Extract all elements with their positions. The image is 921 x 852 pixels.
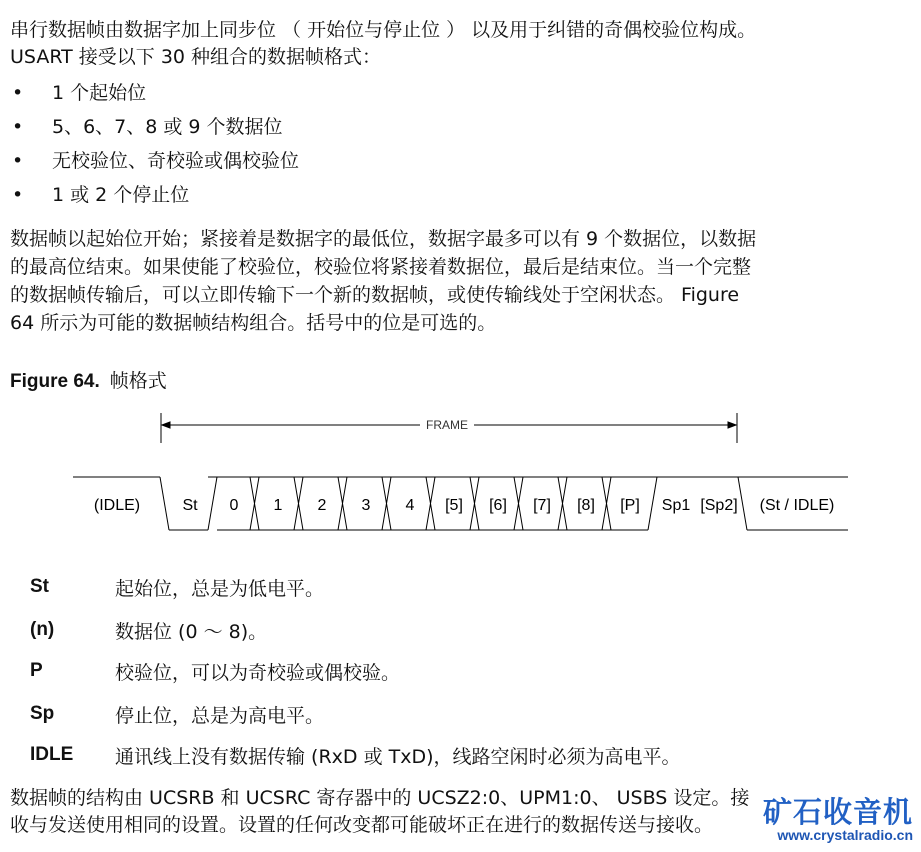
legend-key: IDLE — [30, 744, 74, 765]
bullet-text: 5、6、7、8 或 9 个数据位 — [52, 116, 283, 138]
legend-key: P — [30, 660, 43, 681]
slot-label: 2 — [317, 497, 327, 514]
bullet-icon: • — [12, 184, 24, 206]
slot-label: [7] — [533, 497, 551, 514]
bullet-icon: • — [12, 82, 24, 104]
slot-label: 0 — [229, 497, 239, 514]
bullet-text: 1 或 2 个停止位 — [52, 184, 190, 206]
figure-number: Figure 64. — [10, 371, 100, 392]
legend-key: (n) — [30, 619, 55, 640]
slot-label: [P] — [620, 497, 640, 514]
figure-title: 帧格式 — [109, 370, 167, 392]
slot-label: [8] — [577, 497, 595, 514]
bullet-icon: • — [12, 116, 24, 138]
slot-label: (IDLE) — [93, 497, 141, 514]
bit-crossings — [250, 477, 611, 530]
paragraph-line: 数据帧的结构由 UCSRB 和 UCSRC 寄存器中的 UCSZ2:0、UPM1:0、 USBS 设定。接 — [10, 787, 750, 809]
slot-label: (St / IDLE) — [759, 497, 835, 514]
slot-label: [Sp2] — [700, 497, 738, 514]
slot-label: [5] — [445, 497, 463, 514]
paragraph-line: 的数据帧传输后，可以立即传输下一个新的数据帧，或使传输线处于空闲状态。 Figure — [10, 284, 740, 306]
stop-rising-edge — [648, 477, 657, 530]
slot-label: Sp1 — [661, 497, 691, 514]
legend-key: St — [30, 576, 49, 597]
paragraph-line: 数据帧以起始位开始；紧接着是数据字的最低位，数据字最多可以有 9 个数据位，以数据 — [10, 228, 757, 250]
frame-arrow-left-head — [162, 422, 170, 428]
bullet-icon: • — [12, 150, 24, 172]
paragraph-line: 64 所示为可能的数据帧结构组合。括号中的位是可选的。 — [10, 312, 497, 334]
slot-label: 1 — [273, 497, 283, 514]
watermark-name: 矿石收音机 — [762, 795, 913, 829]
bullet-text: 1 个起始位 — [52, 82, 147, 104]
slot-label: 3 — [361, 497, 371, 514]
legend-desc: 起始位，总是为低电平。 — [115, 578, 325, 600]
legend-desc: 数据位 (0 ～ 8)。 — [115, 621, 268, 643]
watermark-logo — [763, 790, 913, 843]
legend-desc: 校验位，可以为奇校验或偶校验。 — [115, 662, 401, 684]
watermark-url: www.crystalradio.cn — [777, 827, 913, 843]
slot-label: [6] — [489, 497, 507, 514]
intro-line-2: USART 接受以下 30 种组合的数据帧格式： — [10, 46, 382, 68]
intro-line-1: 串行数据帧由数据字加上同步位 （ 开始位与停止位 ） 以及用于纠错的奇偶校验位构成。 — [10, 19, 757, 41]
slot-label: St — [182, 497, 198, 514]
start-falling-edge — [160, 477, 169, 530]
frame-arrow-right-head — [728, 422, 736, 428]
start-rising-edge — [208, 477, 217, 530]
paragraph-line: 的最高位结束。如果使能了校验位，校验位将紧接着数据位，最后是结束位。当一个完整 — [10, 256, 752, 278]
legend-desc: 通讯线上没有数据传输 (RxD 或 TxD)，线路空闲时必须为高电平。 — [115, 746, 681, 768]
frame-label: FRAME — [426, 418, 468, 432]
next-start-falling-edge — [738, 477, 747, 530]
slot-label: 4 — [405, 497, 415, 514]
legend-key: Sp — [30, 703, 55, 724]
paragraph-line: 收与发送使用相同的设置。设置的任何改变都可能破坏正在进行的数据传送与接收。 — [10, 814, 714, 836]
legend-desc: 停止位，总是为高电平。 — [115, 705, 325, 727]
bullet-text: 无校验位、奇校验或偶校验位 — [52, 150, 300, 172]
